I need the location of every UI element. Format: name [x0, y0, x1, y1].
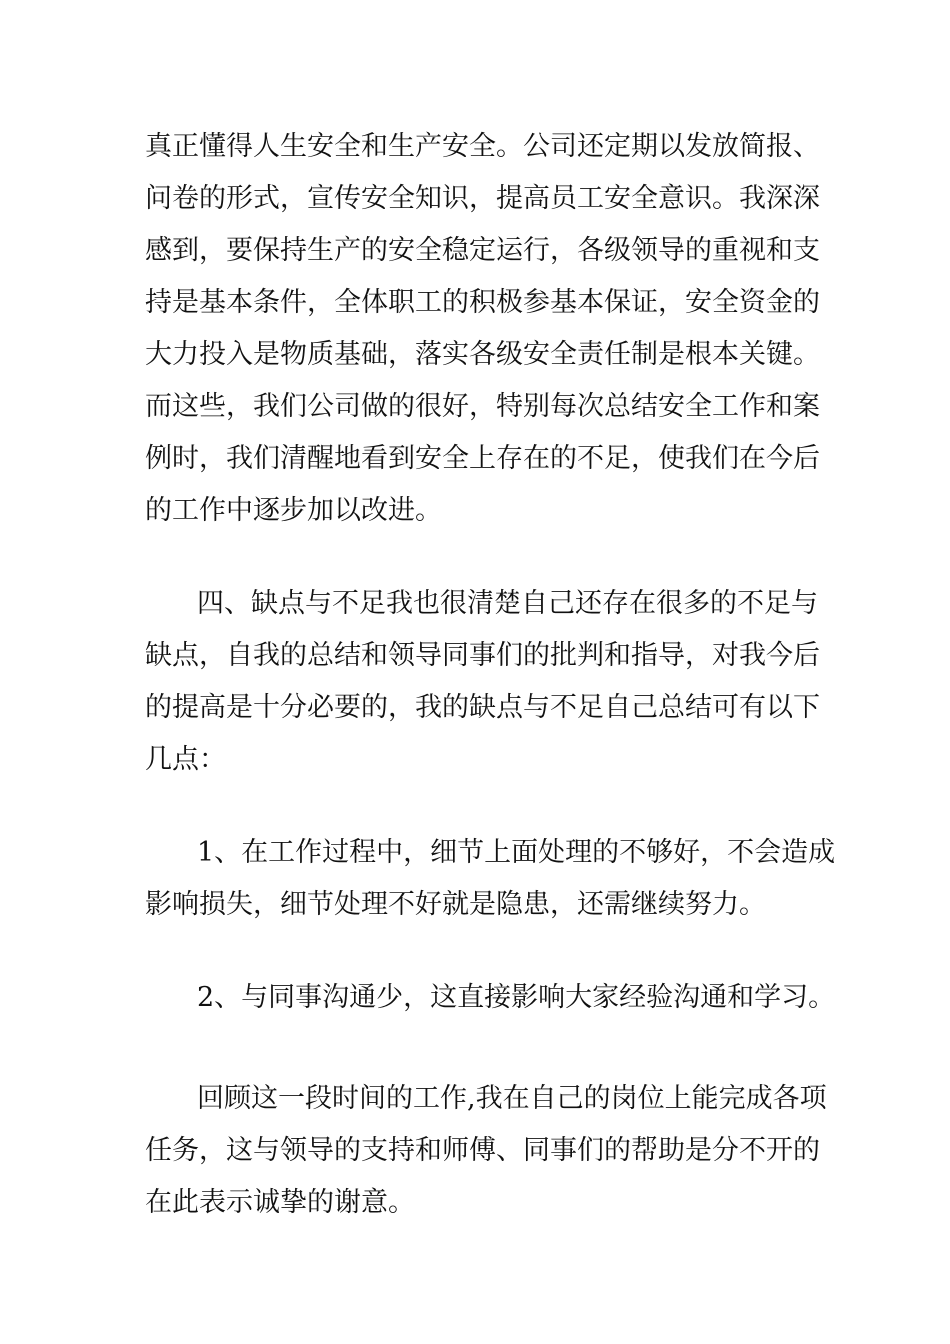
- paragraph-5-line-3: 在此表示诚挚的谢意。: [145, 1187, 415, 1218]
- paragraph-1-line-6: 而这些，我们公司做的很好，特别每次总结安全工作和案: [145, 391, 820, 422]
- paragraph-3-line-1: 1、在工作过程中，细节上面处理的不够好，不会造成: [197, 837, 836, 868]
- paragraph-1-line-2: 问卷的形式，宣传安全知识，提高员工安全意识。我深深: [145, 183, 820, 214]
- paragraph-2-line-2: 缺点，自我的总结和领导同事们的批判和指导，对我今后: [145, 640, 820, 671]
- paragraph-2-line-1: 四、缺点与不足我也很清楚自己还存在很多的不足与: [197, 588, 818, 619]
- paragraph-1-line-8: 的工作中逐步加以改进。: [145, 495, 442, 526]
- paragraph-2-line-3: 的提高是十分必要的，我的缺点与不足自己总结可有以下: [145, 692, 820, 723]
- paragraph-1-line-3: 感到，要保持生产的安全稳定运行，各级领导的重视和支: [145, 235, 820, 266]
- paragraph-5-line-1: 回顾这一段时间的工作,我在自己的岗位上能完成各项: [197, 1083, 827, 1114]
- paragraph-1-line-1: 真正懂得人生安全和生产安全。公司还定期以发放简报、: [145, 131, 820, 162]
- paragraph-1-line-4: 持是基本条件，全体职工的积极参基本保证，安全资金的: [145, 287, 820, 318]
- paragraph-3-line-2: 影响损失，细节处理不好就是隐患，还需继续努力。: [145, 889, 766, 920]
- paragraph-4-line-1: 2、与同事沟通少，这直接影响大家经验沟通和学习。: [197, 982, 836, 1013]
- paragraph-2-line-4: 几点：: [145, 744, 226, 775]
- paragraph-1-line-7: 例时，我们清醒地看到安全上存在的不足，使我们在今后: [145, 443, 820, 474]
- paragraph-5-line-2: 任务，这与领导的支持和师傅、同事们的帮助是分不开的: [145, 1135, 820, 1166]
- paragraph-1-line-5: 大力投入是物质基础，落实各级安全责任制是根本关键。: [145, 339, 820, 370]
